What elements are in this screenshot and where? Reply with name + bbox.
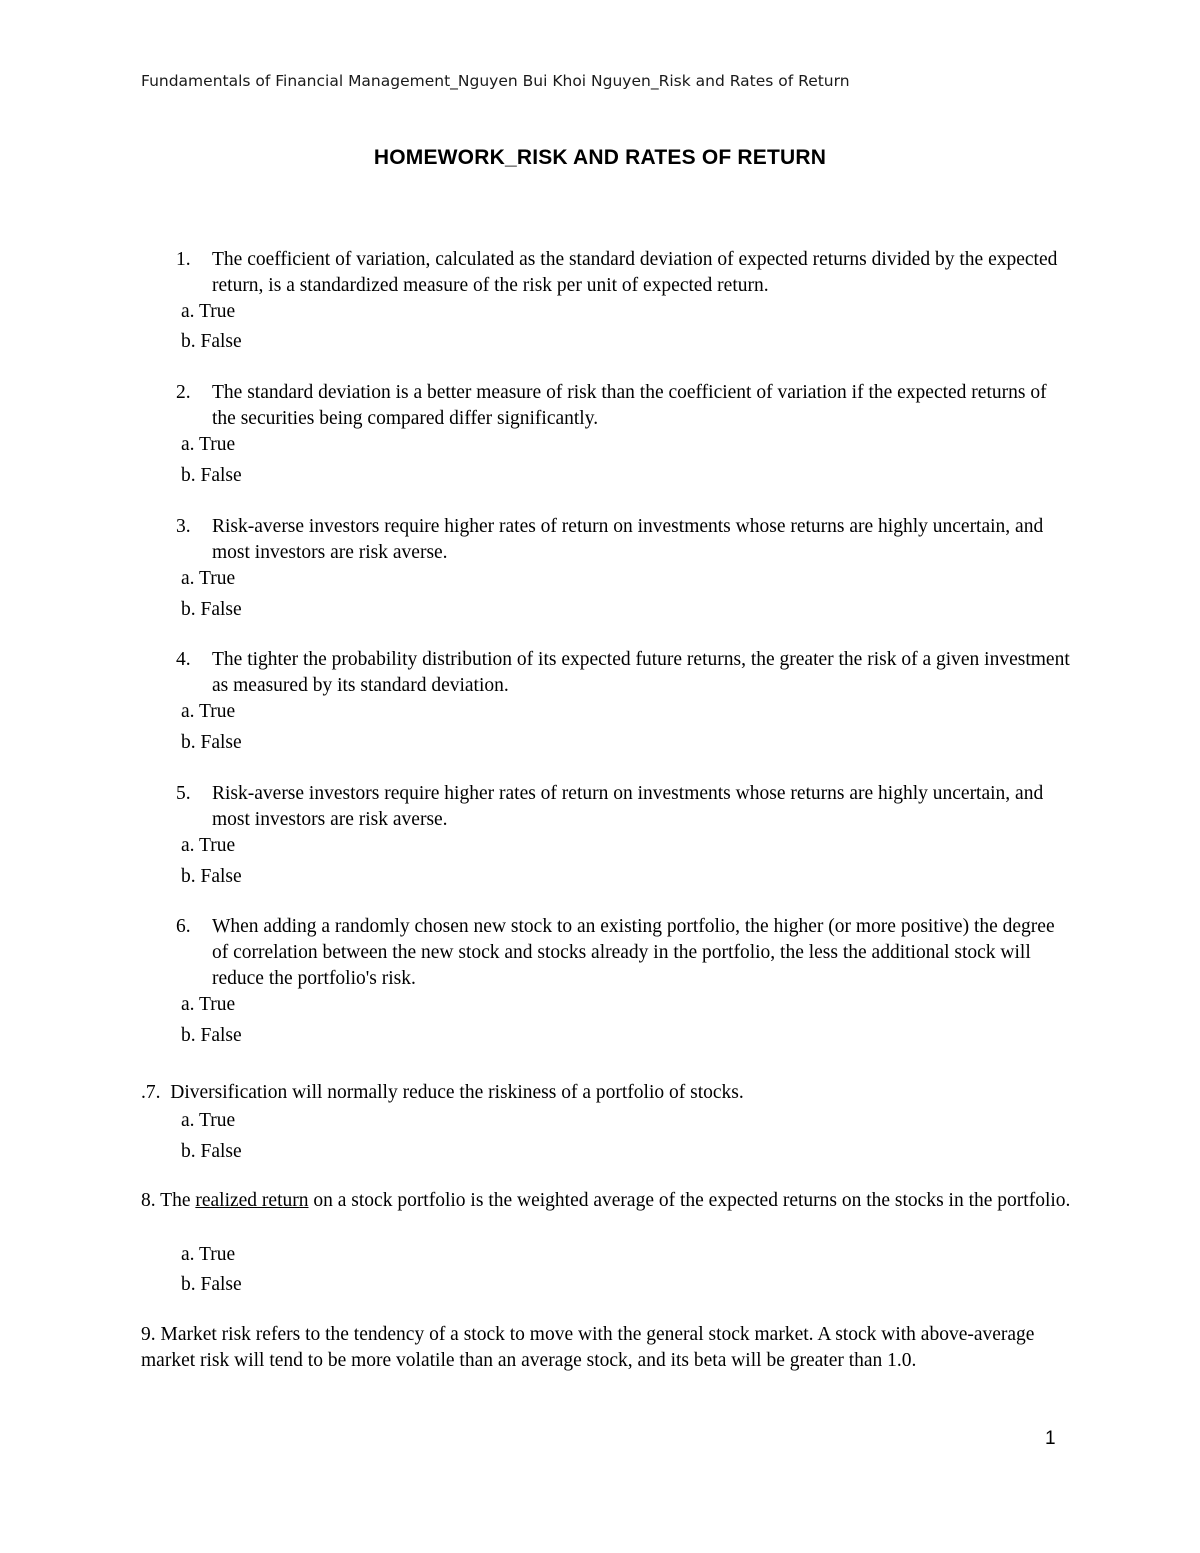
option-a: a. True — [181, 1110, 236, 1131]
question-number: .7. — [141, 1082, 161, 1103]
question-text: Diversification will normally reduce the riskiness of a portfolio of stocks. — [170, 1082, 744, 1103]
question-text: Risk-averse investors require higher rates of return on investments whose returns are highly uncertain, and most investors are risk averse. — [212, 516, 1044, 563]
question-number: 4. — [176, 649, 191, 670]
question-number: 8. — [141, 1190, 156, 1211]
option-b: b. False — [181, 599, 242, 620]
question-number: 5. — [176, 783, 191, 804]
option-a: a. True — [181, 1244, 236, 1265]
document-title: HOMEWORK_RISK AND RATES OF RETURN — [373, 146, 827, 169]
page-number: 1 — [1045, 1428, 1056, 1449]
question-number: 1. — [176, 249, 191, 270]
option-b: b. False — [181, 1141, 242, 1162]
option-b: b. False — [181, 866, 242, 887]
question-text: The tighter the probability distribution of its expected future returns, the greater the risk of a given investment as measured by its standard deviation. — [212, 649, 1070, 696]
option-a: a. True — [181, 994, 236, 1015]
option-b: b. False — [181, 1274, 242, 1295]
question-text: The standard deviation is a better measure of risk than the coefficient of variation if the expected returns of the securities being compared differ significantly. — [212, 382, 1047, 429]
option-a: a. True — [181, 301, 236, 322]
running-header: Fundamentals of Financial Management_Nguyen Bui Khoi Nguyen_Risk and Rates of Return — [141, 72, 850, 90]
question-text: When adding a randomly chosen new stock to an existing portfolio, the higher (or more positive) the degree of correlation between the new stock and stocks already in the portfolio, the less the additional stock will reduce the portfolio's risk. — [212, 916, 1055, 989]
question-text: Market risk refers to the tendency of a stock to move with the general stock market. A stock with above-average market risk will tend to be more volatile than an average stock, and its beta will be greater than 1.0. — [141, 1324, 1035, 1371]
option-a: a. True — [181, 568, 236, 589]
question-text-before: The — [160, 1190, 191, 1211]
question-text: The coefficient of variation, calculated as the standard deviation of expected returns divided by the expected return, is a standardized measure of the risk per unit of expected return. — [212, 249, 1058, 296]
option-b: b. False — [181, 732, 242, 753]
question-number: 9. — [141, 1324, 156, 1345]
question-number: 3. — [176, 516, 191, 537]
question-text: Risk-averse investors require higher rates of return on investments whose returns are highly uncertain, and most investors are risk averse. — [212, 783, 1044, 830]
option-a: a. True — [181, 434, 236, 455]
option-b: b. False — [181, 1025, 242, 1046]
option-a: a. True — [181, 835, 236, 856]
option-b: b. False — [181, 465, 242, 486]
question-text-after: on a stock portfolio is the weighted average of the expected returns on the stocks in the portfolio. — [313, 1190, 1071, 1211]
question-number: 6. — [176, 916, 191, 937]
question-number: 2. — [176, 382, 191, 403]
underlined-term: realized return — [195, 1190, 309, 1211]
option-b: b. False — [181, 331, 242, 352]
option-a: a. True — [181, 701, 236, 722]
